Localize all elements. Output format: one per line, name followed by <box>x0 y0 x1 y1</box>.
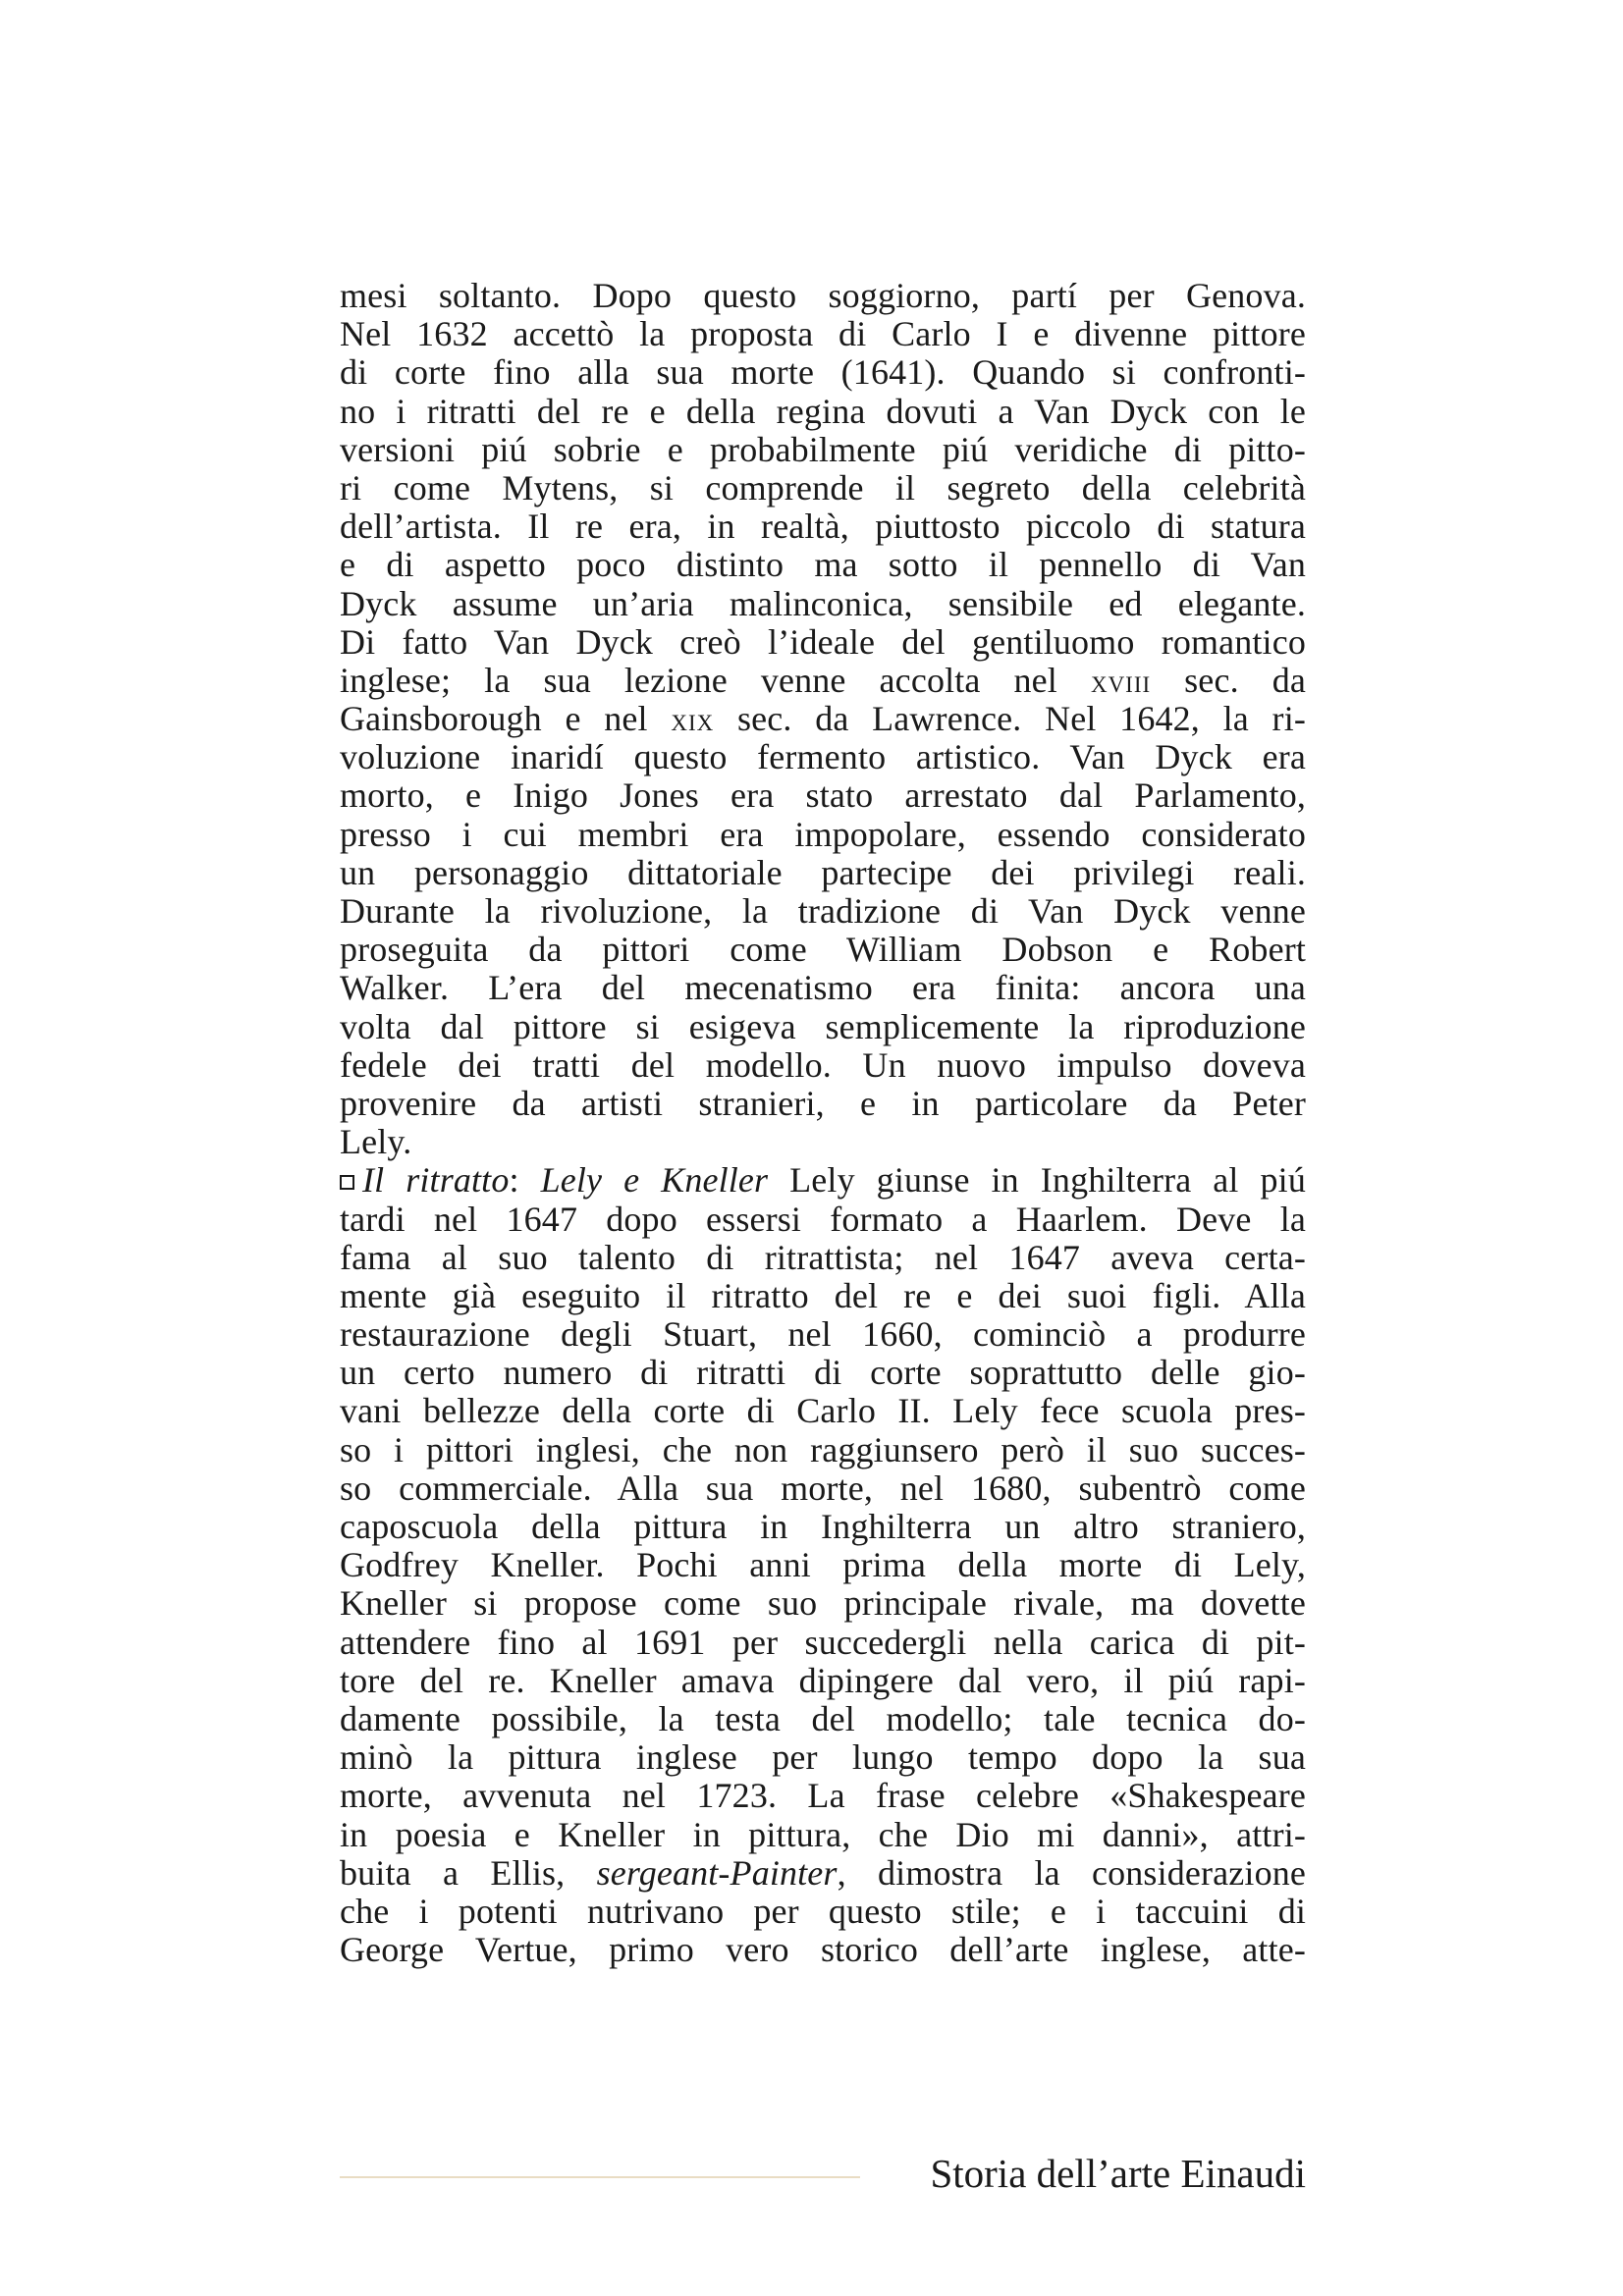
text-line-15: presso i cui membri era impopolare, essendo considerato <box>340 814 1306 854</box>
text-line-20: volta dal pittore si esigeva semplicemente la riproduzione <box>340 1006 1306 1046</box>
italic-term: sergeant-Painter <box>596 1852 838 1893</box>
text-line-5: versioni piú sobrie e probabilmente piú veridiche di pitto- <box>340 429 1306 469</box>
text-segment: Lely giunse in Inghilterra al piú <box>768 1160 1306 1201</box>
text-line-4: no i ritratti del re e della regina dovuti a Van Dyck con le <box>340 391 1306 431</box>
text-segment: sec. da <box>1151 660 1306 700</box>
text-segment: buita a Ellis, <box>340 1852 597 1893</box>
text-line-7: dell’artista. Il re era, in realtà, piuttosto piccolo di statura <box>340 507 1306 547</box>
text-line-32: so commerciale. Alla sua morte, nel 1680, subentrò come <box>340 1468 1306 1508</box>
text-line-18: proseguita da pittori come William Dobson e Robert <box>340 930 1306 970</box>
text-line-13: voluzione inaridí questo fermento artistico. Van Dyck era <box>340 737 1306 777</box>
text-line-8: e di aspetto poco distinto ma sotto il pennello di Van <box>340 545 1306 585</box>
text-segment: sec. da Lawrence. Nel 1642, la ri- <box>714 699 1306 739</box>
text-line-28: restaurazione degli Stuart, nel 1660, cominciò a produrre <box>340 1314 1306 1355</box>
text-line-36: attendere fino al 1691 per succedergli nella carica di pit- <box>340 1622 1306 1662</box>
century-numeral: xviii <box>1090 663 1152 700</box>
text-line-14: morto, e Inigo Jones era stato arrestato dal Parlamento, <box>340 775 1306 816</box>
text-line-26: fama al suo talento di ritrattista; nel 1647 aveva certa- <box>340 1237 1306 1277</box>
text-line-43: che i potenti nutrivano per questo stile; e i taccuini di <box>340 1891 1306 1931</box>
text-line-3: di corte fino alla sua morte (1641). Quando si confronti- <box>340 352 1306 393</box>
footer-rule <box>340 2176 860 2178</box>
text-line-41: in poesia e Kneller in pittura, che Dio mi danni», attri- <box>340 1814 1306 1854</box>
text-line-12 <box>340 700 1306 738</box>
body-text <box>340 277 1306 1969</box>
text-line-44: George Vertue, primo vero storico dell’arte inglese, atte- <box>340 1930 1306 1970</box>
text-line-31: so i pittori inglesi, che non raggiunsero però il suo succes- <box>340 1429 1306 1469</box>
text-line-6: ri come Mytens, si comprende il segreto della celebrità <box>340 467 1306 507</box>
text-line-9: Dyck assume un’aria malinconica, sensibile ed elegante. <box>340 583 1306 623</box>
text-line-33: caposcuola della pittura in Inghilterra un altro straniero, <box>340 1507 1306 1546</box>
text-line-35: Kneller si propose come suo principale rivale, ma dovette <box>340 1583 1306 1624</box>
text-line-38: damente possibile, la testa del modello; tale tecnica do- <box>340 1698 1306 1738</box>
text-segment: , dimostra la considerazione <box>837 1852 1307 1893</box>
text-line-37: tore del re. Kneller amava dipingere dal vero, il piú rapi- <box>340 1660 1306 1700</box>
text-line-2: Nel 1632 accettò la proposta di Carlo I e divenne pittore <box>340 314 1306 354</box>
text-segment: inglese; la sua lezione venne accolta nel <box>340 660 1091 700</box>
text-line-23: Lely. <box>340 1122 412 1162</box>
text-line-39: minò la pittura inglese per lungo tempo dopo la sua <box>340 1737 1306 1778</box>
section-heading-line <box>340 1161 1306 1200</box>
text-line-25: tardi nel 1647 dopo essersi formato a Haarlem. Deve la <box>340 1199 1306 1239</box>
text-line-29: un certo numero di ritratti di corte soprattutto delle gio- <box>340 1353 1306 1393</box>
text-line-16: un personaggio dittatoriale partecipe dei privilegi reali. <box>340 852 1306 892</box>
text-segment: Gainsborough e nel <box>340 699 672 739</box>
text-line-1: mesi soltanto. Dopo questo soggiorno, partí per Genova. <box>340 276 1306 315</box>
text-line-22: provenire da artisti stranieri, e in particolare da Peter <box>340 1083 1306 1123</box>
century-numeral: xix <box>671 702 715 739</box>
text-line-19: Walker. L’era del mecenatismo era finita: ancora una <box>340 968 1306 1008</box>
hollow-square-icon <box>340 1175 354 1190</box>
text-line-34: Godfrey Kneller. Pochi anni prima della morte di Lely, <box>340 1545 1306 1585</box>
text-line-27: mente già eseguito il ritratto del re e dei suoi figli. Alla <box>340 1275 1306 1315</box>
footer-publisher-label: Storia dell’arte Einaudi <box>930 2151 1306 2196</box>
text-line-10: Di fatto Van Dyck creò l’ideale del gentiluomo romantico <box>340 621 1306 662</box>
text-line-21: fedele dei tratti del modello. Un nuovo impulso doveva <box>340 1044 1306 1085</box>
text-line-11 <box>340 662 1306 700</box>
section-heading-colon: : <box>509 1160 541 1201</box>
text-line-30: vani bellezze della corte di Carlo II. Lely fece scuola pres- <box>340 1391 1306 1431</box>
text-line-42 <box>340 1854 1306 1893</box>
text-line-17: Durante la rivoluzione, la tradizione di Van Dyck venne <box>340 891 1306 931</box>
section-heading-part-1: Il ritratto <box>362 1160 510 1201</box>
text-line-40: morte, avvenuta nel 1723. La frase celebre «Shakespeare <box>340 1776 1306 1816</box>
section-heading-part-2: Lely e Kneller <box>540 1160 769 1201</box>
